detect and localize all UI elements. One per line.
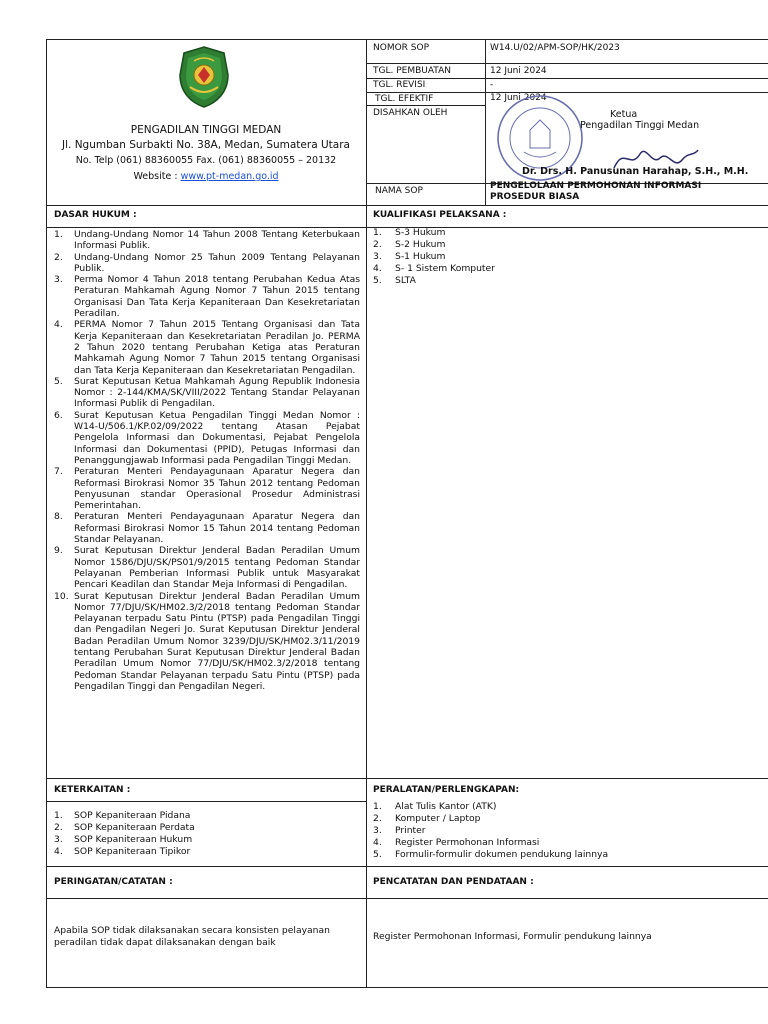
item-text: SOP Kepaniteraan Pidana xyxy=(74,810,191,821)
item-text: Printer xyxy=(395,825,426,836)
nomor-sop-label: NOMOR SOP xyxy=(373,43,430,53)
item-text: Komputer / Laptop xyxy=(395,813,481,824)
item-number: 3. xyxy=(373,250,382,262)
row-line xyxy=(366,78,768,79)
item-number: 1. xyxy=(373,227,382,238)
kualifikasi-list xyxy=(373,227,673,287)
peralatan-list xyxy=(373,801,768,861)
court-logo xyxy=(176,45,232,109)
item-text: Undang-Undang Nomor 14 Tahun 2008 Tentang Keterbukaan Informasi Publik. xyxy=(74,229,360,252)
item-text: PERMA Nomor 7 Tahun 2015 Tentang Organisasi dan Tata Kerja Kepaniteraan dan Kesekretariatan Peradilan Jo. PERMA 2 Tahun 2020 tentang Perubahan Ketiga atas Peraturan Mahkamah Agung Nomor 7 Tahun 2015 tentang Organisasi dan Tata Kerja Kepaniteraan dan Kesekretariatan Pengadilan. xyxy=(74,319,360,376)
list-item xyxy=(54,410,360,466)
item-number: 2. xyxy=(373,238,382,250)
item-text: S-3 Hukum xyxy=(395,227,446,238)
keterkaitan-title: KETERKAITAN : xyxy=(54,785,131,795)
item-number: 4. xyxy=(54,846,63,857)
item-number: 1. xyxy=(373,801,382,812)
item-number: 6. xyxy=(54,409,63,421)
org-name: PENGADILAN TINGGI MEDAN xyxy=(130,124,282,136)
ketua-name: Dr. Drs. H. Panusunan Harahap, S.H., M.H. xyxy=(522,166,749,177)
list-item xyxy=(373,239,673,251)
item-number: 1. xyxy=(54,229,63,240)
ketua-org: Pengadilan Tinggi Medan xyxy=(580,120,700,131)
item-number: 3. xyxy=(54,834,63,845)
item-text: Undang-Undang Nomor 25 Tahun 2009 Tentang Pelayanan Publik. xyxy=(74,251,360,274)
list-item xyxy=(373,251,673,263)
list-item xyxy=(54,466,360,511)
row-line xyxy=(46,866,768,867)
item-text: Surat Keputusan Ketua Mahkamah Agung Republik Indonesia Nomor : 2-144/KMA/SK/VIII/2022 Tentang Standar Pelayanan Informasi Publik di Pengadilan. xyxy=(74,375,360,410)
list-item xyxy=(54,274,360,319)
list-item xyxy=(54,319,360,375)
item-number: 5. xyxy=(373,274,382,286)
item-text: SLTA xyxy=(395,274,416,286)
item-number: 2. xyxy=(54,251,63,263)
item-text: S-1 Hukum xyxy=(395,250,446,262)
list-item xyxy=(54,252,360,275)
item-number: 1. xyxy=(54,810,63,821)
list-item xyxy=(54,822,354,834)
disahkan-label: DISAHKAN OLEH xyxy=(373,108,448,118)
item-text: Register Permohonan Informasi xyxy=(395,837,540,848)
list-item xyxy=(373,801,768,813)
meta-divider-nama xyxy=(485,183,486,205)
list-item xyxy=(54,846,354,858)
list-item xyxy=(373,837,768,849)
item-number: 2. xyxy=(373,813,382,824)
ketua-title: Ketua xyxy=(610,109,638,120)
list-item xyxy=(54,511,360,545)
list-item xyxy=(373,227,673,239)
item-number: 9. xyxy=(54,545,63,557)
tgl-efektif-label: TGL. EFEKTIF xyxy=(375,94,434,104)
dasar-hukum-title: DASAR HUKUM : xyxy=(54,210,137,220)
item-text: SOP Kepaniteraan Hukum xyxy=(74,834,193,845)
list-item xyxy=(373,849,768,861)
peralatan-title: PERALATAN/PERLENGKAPAN: xyxy=(373,785,520,795)
row-line xyxy=(46,778,768,779)
list-item xyxy=(54,229,360,252)
list-item xyxy=(54,810,354,822)
item-text: Surat Keputusan Direktur Jenderal Badan Peradilan Umum Nomor 1586/DJU/SK/PS01/9/2015 tentang Pedoman Standar Pelayanan Pemberian Informasi Publik untuk Masyarakat Pencari Keadilan dan Standar Meja Informasi di Pengadilan. xyxy=(74,545,360,591)
tgl-pembuatan-value: 12 Juni 2024 xyxy=(490,66,547,76)
item-number: 10. xyxy=(54,590,69,602)
org-website-line xyxy=(46,171,366,183)
item-text: Formulir-formulir dokumen pendukung lainnya xyxy=(395,849,609,860)
org-address: Jl. Ngumban Surbakti No. 38A, Medan, Sumatera Utara xyxy=(62,139,350,151)
dasar-hukum-list xyxy=(54,229,360,692)
item-number: 3. xyxy=(373,825,382,836)
item-number: 7. xyxy=(54,466,63,478)
item-number: 8. xyxy=(54,511,63,523)
row-line xyxy=(46,801,366,802)
keterkaitan-list xyxy=(54,810,354,858)
nama-sop-line1: PENGELOLAAN PERMOHONAN INFORMASI xyxy=(490,181,702,191)
list-item xyxy=(373,813,768,825)
nama-sop-label: NAMA SOP xyxy=(375,186,423,196)
list-item xyxy=(54,591,360,693)
pencatatan-text: Register Permohonan Informasi, Formulir pendukung lainnya xyxy=(373,931,652,942)
list-item xyxy=(54,376,360,410)
item-text: S- 1 Sistem Komputer xyxy=(395,262,495,274)
item-text: SOP Kepaniteraan Tipikor xyxy=(74,846,191,857)
column-divider xyxy=(366,39,367,988)
item-number: 4. xyxy=(54,319,63,331)
item-text: Peraturan Menteri Pendayagunaan Aparatur Negera dan Reformasi Birokrasi Nomor 15 Tahun 2014 tentang Pedoman Standar Pelayanan. xyxy=(74,511,360,546)
tgl-revisi-label: TGL. REVISI xyxy=(373,80,426,90)
website-label: Website : xyxy=(133,171,181,182)
row-line xyxy=(46,898,768,899)
item-text: Surat Keputusan Direktur Jenderal Badan Peradilan Umum Nomor 77/DJU/SK/HM02.3/2/2018 tentang Pedoman Standar Pelayanan terpadu Satu Pintu (PTSP) pada Pengadilan Tinggi dan Pengadilan Negeri Jo. Surat Keputusan Direktur Jenderal Badan Peradilan Umum Nomor 3239/DJU/SK/HM02.3/11/2019 tentang Perubahan Surat Keputusan Direktur Jenderal Badan Peradilan Umum Nomor 77/DJU/SK/HM02.3/2/2018 tentang Pedoman Standar Pelayanan terpadu Satu Pintu (PTSP) pada Pengadilan Tinggi dan Pengadilan Negeri. xyxy=(74,590,360,692)
item-text: S-2 Hukum xyxy=(395,238,446,250)
item-number: 4. xyxy=(373,262,382,274)
list-item xyxy=(373,275,673,287)
item-number: 5. xyxy=(373,849,382,860)
row-line xyxy=(46,205,768,206)
org-phone: No. Telp (061) 88360055 Fax. (061) 88360055 – 20132 xyxy=(75,155,337,166)
item-text: Surat Keputusan Ketua Pengadilan Tinggi Medan Nomor : W14-U/506.1/KP.02/09/2022 tentang Atasan Pejabat Pengelola Informasi dan Dokumentasi, Pejabat Pengelola Informasi dan Dokumentasi (PPID), Petugas Informasi dan Penanggungjawab Informasi pada Pengadilan Tinggi Medan. xyxy=(74,409,360,466)
item-number: 3. xyxy=(54,274,63,286)
meta-divider xyxy=(485,39,486,183)
list-item xyxy=(54,834,354,846)
nama-sop-line2: PROSEDUR BIASA xyxy=(490,192,580,202)
item-text: Perma Nomor 4 Tahun 2018 tentang Perubahan Kedua Atas Peraturan Mahkamah Agung Nomor 7 Tahun 2015 tentang Organisasi Dan Tata Kerja Kepaniteraan Dan Kesekretariatan Peradilan. xyxy=(74,274,360,320)
item-text: Peraturan Menteri Pendayagunaan Aparatur Negera dan Reformasi Birokrasi Nomor 35 Tahun 2012 tentang Pedoman Penyusunan standar Operasional Prosedur Administrasi Pemerintahan. xyxy=(74,466,360,512)
nomor-sop-value: W14.U/02/APM-SOP/HK/2023 xyxy=(490,43,620,53)
item-text: Alat Tulis Kantor (ATK) xyxy=(395,801,497,812)
tgl-revisi-value: - xyxy=(490,80,494,90)
list-item xyxy=(54,545,360,590)
kualifikasi-title: KUALIFIKASI PELAKSANA : xyxy=(373,210,507,220)
website-link[interactable]: www.pt-medan.go.id xyxy=(180,171,279,182)
tgl-efektif-value: 12 Juni 2024 xyxy=(490,93,547,103)
item-text: SOP Kepaniteraan Perdata xyxy=(74,822,195,833)
row-line xyxy=(366,63,768,64)
item-number: 4. xyxy=(373,837,382,848)
peringatan-title: PERINGATAN/CATATAN : xyxy=(54,877,173,887)
peringatan-text: Apabila SOP tidak dilaksanakan secara konsisten pelayanan peradilan tidak dapat dilaksanakan dengan baik xyxy=(54,925,330,948)
list-item xyxy=(373,263,673,275)
pencatatan-title: PENCATATAN DAN PENDATAAN : xyxy=(373,877,534,887)
item-number: 5. xyxy=(54,375,63,387)
list-item xyxy=(373,825,768,837)
tgl-pembuatan-label: TGL. PEMBUATAN xyxy=(373,66,451,76)
item-number: 2. xyxy=(54,822,63,833)
